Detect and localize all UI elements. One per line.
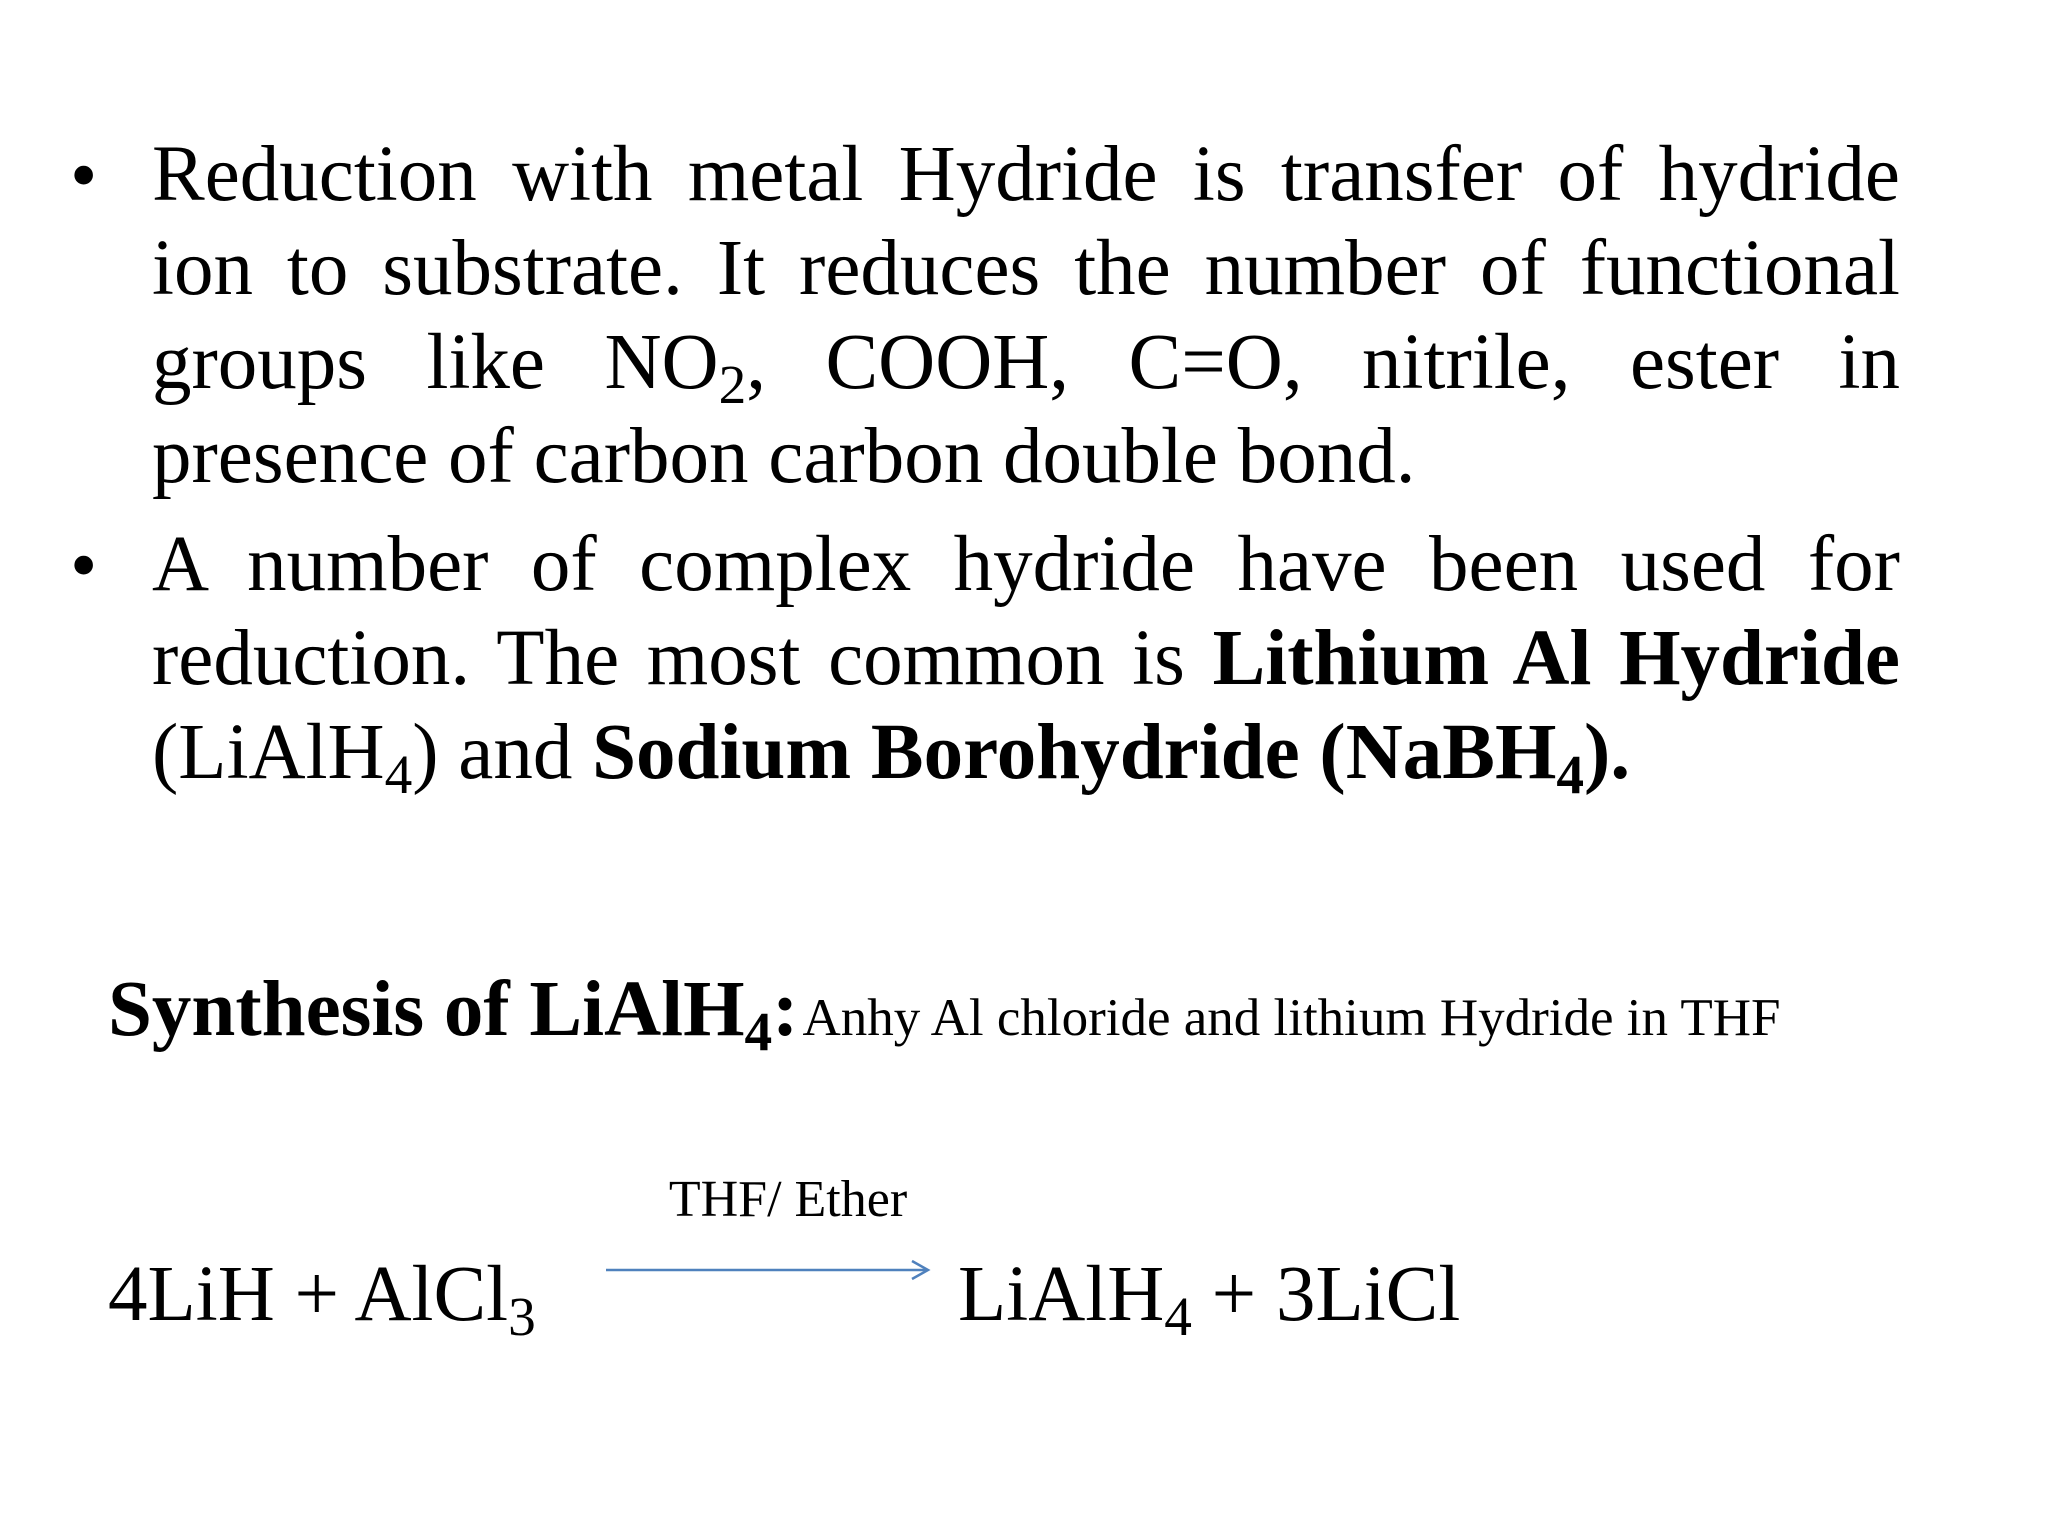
reactants: [108, 1250, 536, 1348]
subscript-text: 4: [1556, 744, 1585, 806]
text-run: (LiAlH: [152, 709, 385, 796]
products-subscript: 4: [1164, 1286, 1192, 1348]
synthesis-title-colon: :: [772, 966, 799, 1053]
synthesis-title-subscript: 4: [744, 1001, 773, 1063]
bullet-marker: •: [70, 131, 98, 218]
text-run: ) and: [412, 709, 593, 796]
synthesis-title-text: Synthesis of LiAlH: [108, 966, 745, 1053]
bullet-text: [152, 518, 1900, 806]
bold-text: ).: [1584, 709, 1631, 796]
bullet-item: [70, 518, 1900, 806]
bullet-item: [70, 128, 1900, 504]
reaction-condition: THF/ Ether: [668, 1171, 908, 1228]
text-run: A number of complex hydride have been used for reduction. The most common is: [152, 521, 1900, 702]
text-run: [1300, 709, 1320, 796]
subscript-text: 4: [384, 744, 413, 806]
synthesis-description: Anhy Al chloride and lithium Hydride in THF: [802, 989, 1781, 1047]
reactants-subscript: 3: [508, 1286, 536, 1348]
bold-text: Sodium Borohydride: [592, 709, 1300, 796]
products: [958, 1250, 1461, 1348]
products-text: LiAlH: [958, 1251, 1165, 1338]
text-run: Reduction with metal Hydride is transfer of hydride ion to substrate. It reduces the number of functional groups like NO: [152, 131, 1900, 406]
reactants-text: 4LiH + AlCl: [108, 1251, 509, 1338]
subscript-text: 2: [718, 354, 747, 416]
bullet-list: [70, 128, 1900, 814]
bold-text: (NaBH: [1319, 709, 1557, 796]
bullet-text: [152, 128, 1900, 504]
synthesis-title: [108, 966, 799, 1063]
reaction-arrow-icon: [604, 1255, 934, 1285]
synthesis-heading: [108, 965, 2008, 1063]
products-rest: + 3LiCl: [1191, 1251, 1461, 1338]
bold-text: Lithium Al Hydride: [1212, 615, 1900, 702]
text-run: , COOH, C=O, nitrile, ester in presence of carbon carbon double bond.: [152, 319, 1900, 500]
reaction-equation: [108, 1170, 2008, 1370]
bullet-marker: •: [70, 521, 98, 608]
